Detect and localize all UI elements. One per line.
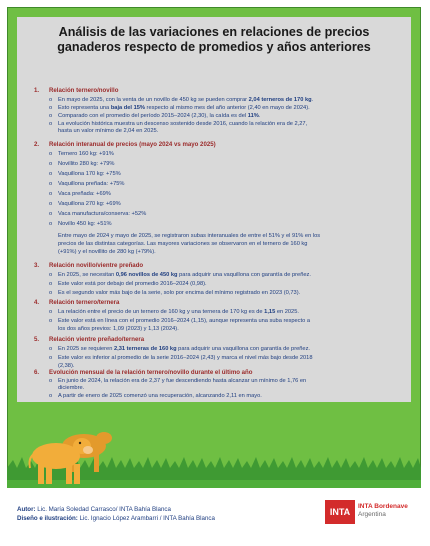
section-3-heading: 3. Relación novillo/vientre preñado <box>34 262 144 269</box>
s3-bullet-3: o Es el segundo valor más bajo de la serie, solo por encima del mínimo registrado en 2023 (0,73). <box>49 290 301 296</box>
svg-text:INTA: INTA <box>329 507 351 517</box>
credits <box>17 505 215 523</box>
cow-illustration <box>22 410 114 488</box>
s2-paragraph-line-1: Entre mayo de 2024 y mayo de 2025, se registraron subas interanuales de entre el 51% y el 91% en los <box>58 233 321 239</box>
s6-bullet-2: o A partir de enero de 2025 comenzó una recuperación, alcanzando 2,11 en mayo. <box>49 393 262 399</box>
logo-line-1: INTA Bordenave <box>358 503 408 510</box>
s4-bullet-2-cont: los dos años previos: 1,09 (2023) y 1,13 (2024). <box>58 326 179 332</box>
title-line-1: Análisis de las variaciones en relaciones de precios <box>58 25 370 39</box>
section-5-heading: 5. Relación vientre preñado/ternera <box>34 336 145 343</box>
s2-item-6: o Vaquillona 270 kg: +69% <box>49 201 121 207</box>
s1-bullet-4-cont: hasta un valor mínimo de 2,04 en 2025. <box>58 128 159 134</box>
section-2-heading: 2. Relación interanual de precios (mayo 2024 vs mayo 2025) <box>34 141 216 148</box>
title-line-2: ganaderos respecto de promedios y años anteriores <box>57 40 371 54</box>
s3-bullet-2: o Este valor está por debajo del promedio 2016–2024 (0,98). <box>49 281 207 287</box>
content-panel <box>17 17 411 402</box>
s2-item-3: o Vaquillona 170 kg: +75% <box>49 171 121 177</box>
section-6-heading: 6. Evolución mensual de la relación ternero/novillo durante el último año <box>34 369 253 376</box>
author-credit: Autor: Lic. María Soledad Carrasco/ INTA Bahía Blanca <box>17 506 171 513</box>
design-credit: Diseño e ilustración: Lic. Ignacio López Arambarri / INTA Bahía Blanca <box>17 515 215 522</box>
s1-bullet-3: o Comparado con el promedio del período 2015–2024 (2,30), la caída es del 11%. <box>49 113 261 119</box>
section-1-heading: 1. Relación ternero/novillo <box>34 87 119 94</box>
s4-bullet-2: o Este valor está en línea con el promedio 2016–2024 (1,15), aunque representa una suba respecto a <box>49 318 311 324</box>
inta-logo-text <box>358 503 408 519</box>
s5-bullet-1: o En 2025 se requieren 2,31 terneras de 160 kg para adquirir una vaquillona con garantía de preñez. <box>49 346 311 352</box>
s5-bullet-2: o Este valor es inferior al promedio de la serie 2016–2024 (2,43) y marca el nivel más bajo desde 2018 <box>49 355 313 361</box>
s3-bullet-1: o En 2025, se necesitan 0,96 novillos de 450 kg para adquirir una vaquillona con garantía de preñez. <box>49 272 311 278</box>
s6-bullet-1: o En junio de 2024, la relación era de 2,37 y fue descendiendo hasta alcanzar un mínimo de 1,76 en <box>49 378 307 384</box>
s2-item-2: o Novillito 280 kg: +79% <box>49 161 115 167</box>
s1-bullet-2: o Esto representa una baja del 15% respecto al mismo mes del año anterior (2,40 en mayo de 2024). <box>49 105 310 111</box>
logo-line-2: Argentina <box>358 511 386 518</box>
s1-bullet-4: o La evolución histórica muestra un descenso sostenido desde 2016, cuando la relación era de 2,27, <box>49 121 308 127</box>
s5-bullet-2-cont: (2,38). <box>58 363 75 369</box>
inta-logo <box>325 500 355 524</box>
s2-item-8: o Novillo 450 kg: +51% <box>49 221 112 227</box>
s4-bullet-1: o La relación entre el precio de un ternero de 160 kg y una ternera de 170 kg es de 1,15 en 2025. <box>49 309 299 315</box>
s6-bullet-1-cont: diciembre. <box>58 385 85 391</box>
section-4-heading: 4. Relación ternero/ternera <box>34 299 120 306</box>
s2-item-1: o Ternero 160 kg: +91% <box>49 151 114 157</box>
s1-bullet-1: o En mayo de 2025, con la venta de un novillo de 450 kg se pueden comprar 2,04 terneros de 170 kg. <box>49 97 314 103</box>
s2-item-4: o Vaquillona preñada: +75% <box>49 181 125 187</box>
page-title <box>28 25 400 55</box>
s2-paragraph-line-2: precios de las distintas categorías. Las mayores variaciones se observaron en el ternero de 160 kg <box>58 241 308 247</box>
s2-item-7: o Vaca manufactura/conserva: +52% <box>49 211 147 217</box>
s2-item-5: o Vaca preñada: +69% <box>49 191 111 197</box>
s2-paragraph-line-3: (+91%) y el novillito de 280 kg (+79%). <box>58 249 156 255</box>
